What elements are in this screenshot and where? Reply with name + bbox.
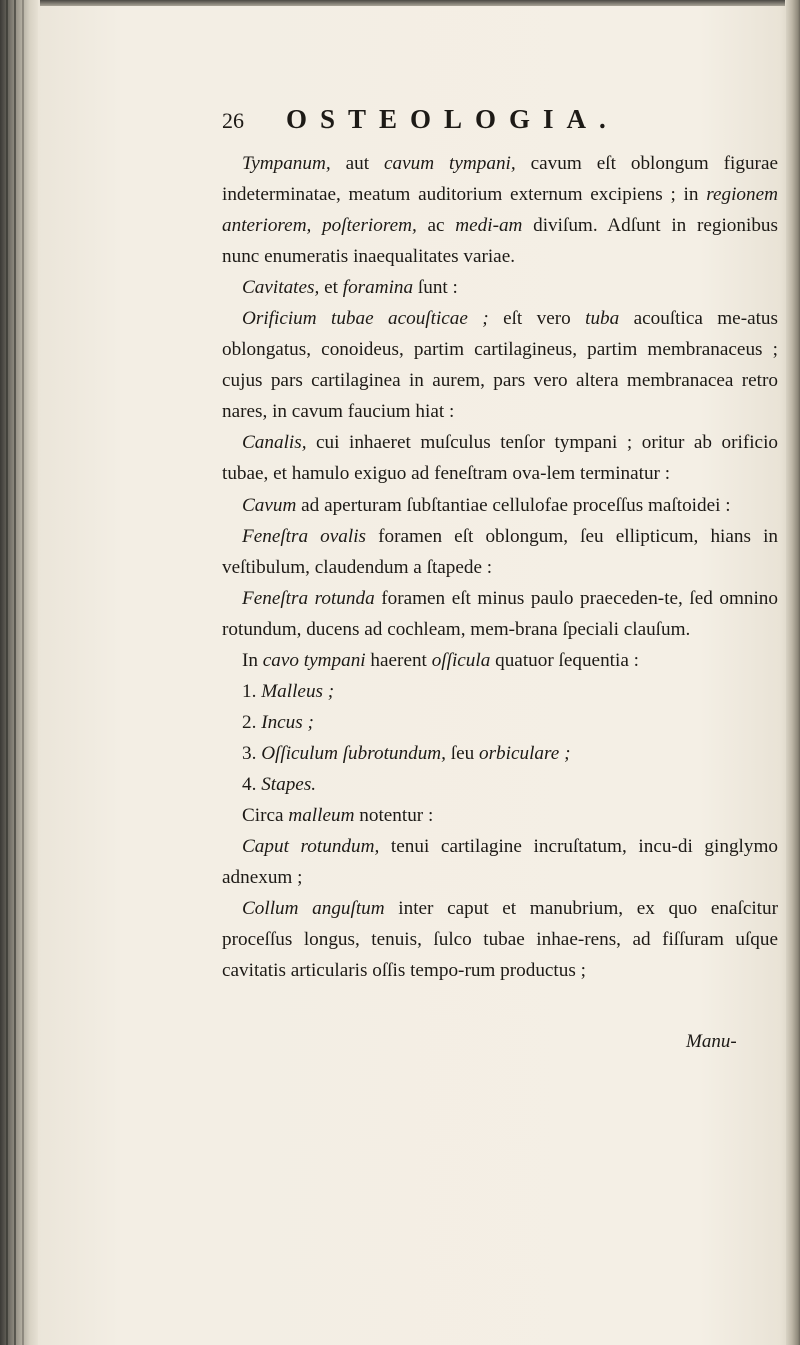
paragraph-cavitates: Cavitates, et foramina ſunt :	[242, 277, 458, 299]
gutter-line	[22, 0, 24, 1345]
paragraph-ossicula: In cavo tympani haerent oſſicula quatuor ſequentia :	[242, 649, 639, 671]
binding-gutter	[0, 0, 38, 1345]
term: Canalis,	[242, 432, 307, 454]
term: Collum anguſtum	[242, 898, 385, 920]
list-item: 2. Incus ;	[242, 711, 314, 733]
paragraph-canalis: Canalis, cui inhaeret muſculus tenſor tympani ; oritur ab orificio tubae, et hamulo exiguo ad feneſtram ova-lem terminatur :	[222, 432, 778, 485]
paragraph-cavum: Cavum ad aperturam ſubſtantiae cellulofae proceſſus maſtoidei :	[242, 494, 731, 516]
term: Cavum	[242, 494, 297, 516]
paragraph-tympanum: Tympanum, aut cavum tympani, cavum eſt oblongum figurae indeterminatae, meatum auditorium externum excipiens ; in regionem anteriorem, poſteriorem, ac medi-am diviſum. Adſunt in regionibus nunc enumeratis inaequalitates variae.	[222, 153, 778, 268]
gutter-line	[14, 0, 16, 1345]
page-edge	[786, 0, 800, 1345]
paragraph-orificium: Orificium tubae acouſticae ; eſt vero tuba acouſtica me-atus oblongatus, conoideus, partim cartilagineus, partim membranaceus ; cujus pars cartilaginea in aurem, pars vero altera membranacea retro nares, in cavum faucium hiat :	[222, 308, 778, 423]
gutter-line	[6, 0, 8, 1345]
paragraph-malleus: Circa malleum notentur :	[242, 804, 434, 826]
term: Feneſtra rotunda	[242, 587, 375, 609]
page-header	[222, 104, 782, 144]
top-edge	[40, 0, 785, 6]
list-item: 1. Malleus ;	[242, 680, 335, 702]
paragraph-caput: Caput rotundum, tenui cartilagine incruſtatum, incu-di ginglymo adnexum ;	[222, 836, 778, 889]
page-number: 26	[222, 108, 244, 133]
term: Orificium tubae acouſticae ;	[242, 308, 489, 330]
term: Feneſtra ovalis	[242, 525, 367, 547]
list-item: 3. Oſſiculum ſubrotundum, ſeu orbiculare ;	[242, 742, 571, 764]
body-text	[222, 148, 778, 986]
term: Cavitates,	[242, 277, 320, 299]
running-title: OSTEOLOGIA.	[286, 104, 619, 134]
paragraph-fenestra-ovalis: Feneſtra ovalis foramen eſt oblongum, ſeu ellipticum, hians in veſtibulum, claudendum a ſtapede :	[222, 525, 778, 578]
term: Tympanum,	[242, 153, 331, 174]
list-item: 4. Stapes.	[242, 773, 317, 795]
paragraph-fenestra-rotunda: Feneſtra rotunda foramen eſt minus paulo praeceden-te, ſed omnino rotundum, ducens ad cochleam, mem-brana ſpeciali clauſum.	[222, 587, 778, 640]
catchword: Manu-	[686, 1031, 737, 1052]
paragraph-collum: Collum anguſtum inter caput et manubrium, ex quo enaſcitur proceſſus longus, tenuis, ſulco tubae inhae-rens, ad fiſſuram uſque cavitatis articularis oſſis tempo-rum productus ;	[222, 898, 778, 982]
term: Caput rotundum,	[242, 836, 380, 858]
